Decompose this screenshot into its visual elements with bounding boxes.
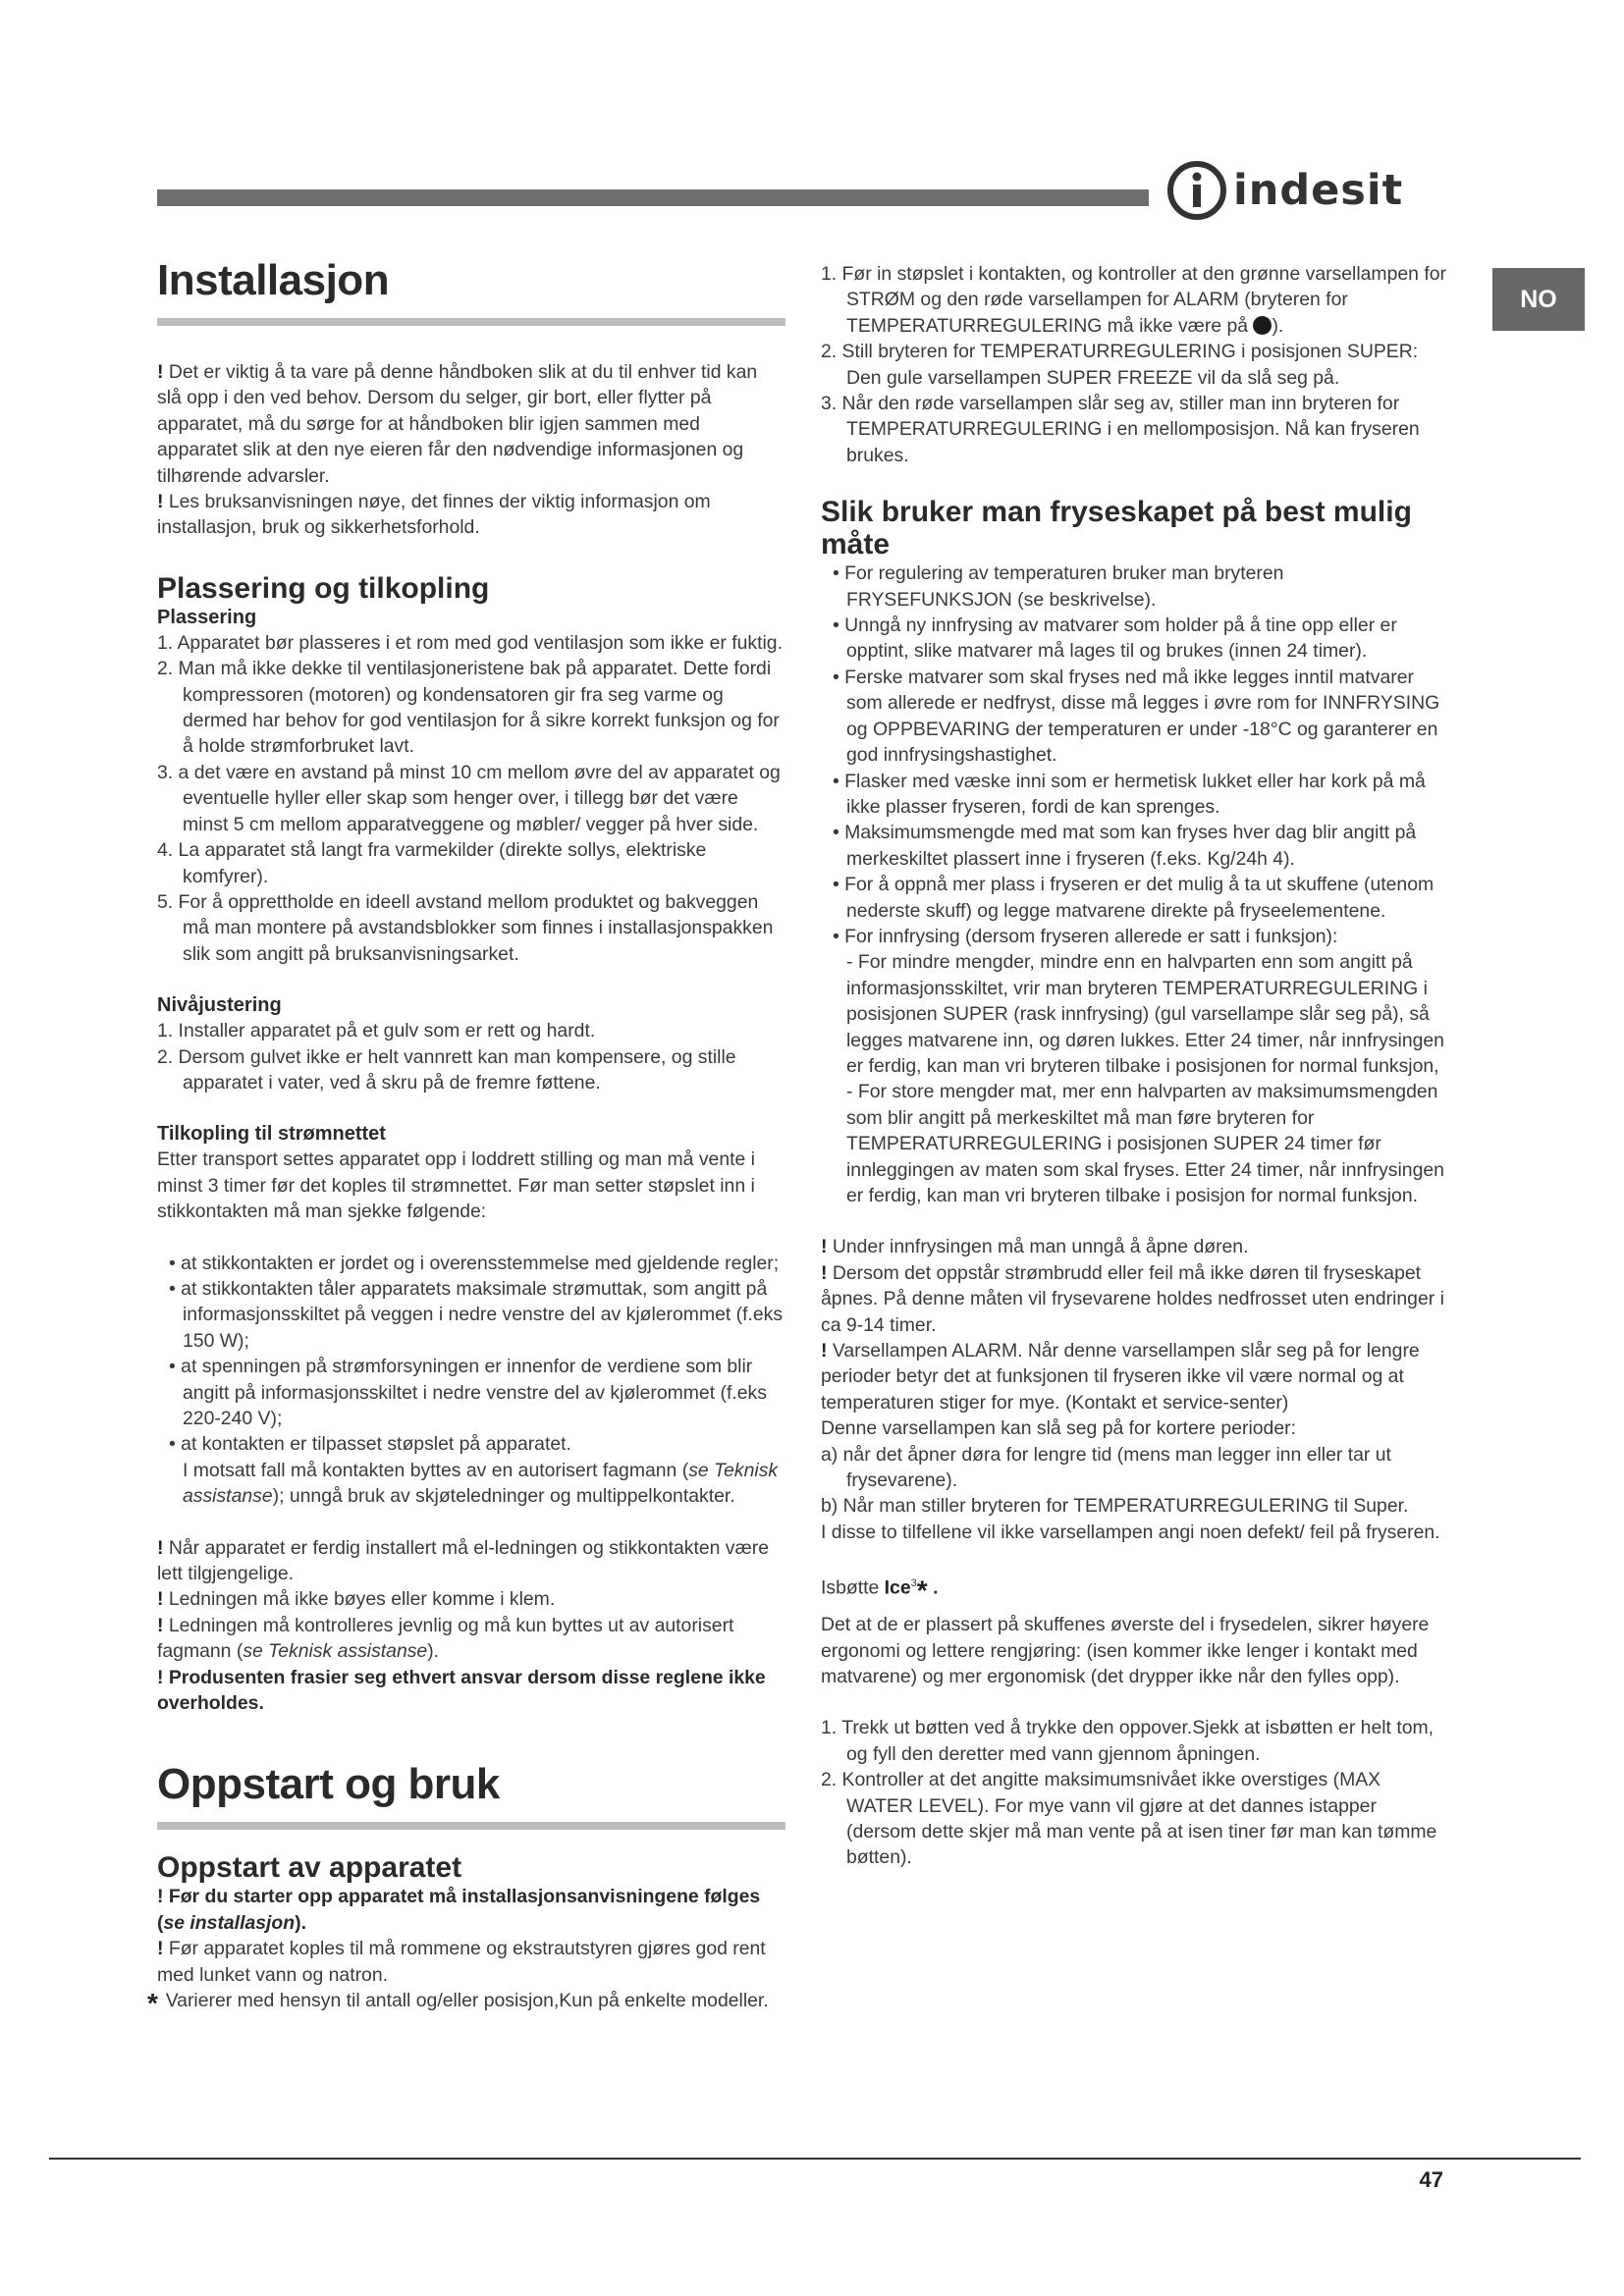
list-item: • at stikkontakten tåler apparatets maksimale strømuttak, som angitt på informasjonsskiltet på veggen i nedre venstre del av kjølerommet (f.eks 150 W);	[169, 1277, 784, 1352]
innfrysing-small: - For mindre mengder, mindre enn en halvparten enn som angitt på informasjonsskiltet, vrir man bryteren TEMPERATURREGULERING i posisjonen SUPER (rask innfrysing) (gul varsellampe slår seg på), så legges matvarene inn, og døren lukkes. Etter 24 timer, når innfrysingen er ferdig, kan man vri bryteren tilbake i posisjonen for normal funksjon,	[846, 951, 1444, 1077]
list-item: 1. Installer apparatet på et gulv som er rett og hardt.	[157, 1020, 596, 1042]
list-item: 3. a det være en avstand på minst 10 cm mellom øvre del av apparatet og eventuelle hyller eller skap som henger over, i tillegg bør det være minst 5 cm mellom apparatveggene og møbler/ vegger på hver side.	[157, 761, 781, 835]
list-item: 2. Kontroller at det angitte maksimumsnivået ikke overstiges (MAX WATER LEVEL). For mye vann vil gjøre at det dannes istapper (dersom dette skjer må man vente på at isen tiner før man kan tømme bøtten).	[821, 1769, 1437, 1869]
ice-heading: Isbøtte Ice$^3$* .	[821, 1575, 939, 1606]
list-item: • Ferske matvarer som skal fryses ned må ikke legges inntil matvarer som allerede er nedfryst, disse må legges i øvre rom for INNFRYSING og OPPBEVARING der temperaturen er under -18°C og garanterer en god innfrysingshastighet.	[833, 666, 1440, 767]
oppstart-warning: ! Før du starter opp apparatet må installasjonsanvisningene følges (se installasjon).	[157, 1886, 761, 1934]
heading-oppstart-apparatet: Oppstart av apparatet	[157, 1851, 462, 1885]
list-item: • at spenningen på strømforsyningen er innenfor de verdiene som blir angitt på informasjonsskiltet i nedre venstre del av kjølerommet (f.eks 220-240 V);	[169, 1356, 767, 1429]
footnote: * Varierer med hensyn til antall og/eller posisjon,Kun på enkelte modeller.	[147, 1988, 769, 2019]
list-item: • Flasker med væske inni som er hermetisk lukket eller har kork på må ikke plasser fryseren, fordi de kan sprenges.	[833, 770, 1426, 818]
list-item: • Unngå ny innfrysing av matvarer som holder på å tine opp eller er opptint, slike matvarer må lages til og brukes (innen 24 timer).	[833, 614, 1397, 663]
list-item: b) Når man stiller bryteren for TEMPERATURREGULERING til Super.	[821, 1495, 1409, 1518]
subheading-tilkopling: Tilkopling til strømnettet	[157, 1123, 386, 1146]
list-item: 2. Dersom gulvet ikke er helt vannrett kan man kompensere, og stille apparatet i vater, ved å skru på de fremre føttene.	[157, 1045, 736, 1094]
list-item: a) når det åpner døra for lengre tid (mens man legger inn eller tar ut frysevarene).	[821, 1443, 1391, 1492]
oppstart-paragraph: ! Før apparatet koples til må rommene og ekstrautstyren gjøres god rent med lunket vann og natron.	[157, 1938, 766, 1986]
install-paragraph-2: ! Les bruksanvisningen nøye, det finnes der viktig informasjon om installasjon, bruk og sikkerhetsforhold.	[157, 491, 711, 539]
list-item: 4. La apparatet stå langt fra varmekilder (direkte sollys, elektriske komfyrer).	[157, 839, 707, 887]
periods-end: I disse to tilfellene vil ikke varsellampen angi noen defekt/ feil på fryseren.	[821, 1521, 1440, 1543]
list-item: 1. Apparatet bør plasseres i et rom med god ventilasjon som ikke er fuktig.	[157, 631, 783, 654]
list-item: 2. Still bryteren for TEMPERATURREGULERING i posisjonen SUPER: Den gule varsellampen SUPER FREEZE vil da slå seg på.	[821, 341, 1419, 389]
brand-name: indesit	[1233, 166, 1404, 215]
list-item: 1. Før in støpslet i kontakten, og kontroller at den grønne varsellampen for STRØM og den røde varsellampen for ALARM (bryteren for TEMPERATURREGULERING må ikke være på ).	[821, 263, 1446, 337]
list-item: 2. Man må ikke dekke til ventilasjoneristene bak på apparatet. Dette fordi kompressoren (motoren) og kondensatoren gir fra seg varme og dermed har behov for god ventilasjon for å sikre korrekt funksjon og for å holde strømforbruket lavt.	[157, 658, 780, 758]
language-tab: NO	[1492, 268, 1585, 331]
right-column	[821, 261, 1449, 1871]
install-paragraph-1: ! Det er viktig å ta vare på denne håndboken slik at du til enhver tid kan slå opp i den ved behov. Dersom du selger, gir bort, eller flytter på apparatet, må du sørge for at håndboken blir igjen sammen med apparatet slik at den nye eieren får den nødvendige informasjonen og tilhørende advarsler.	[157, 361, 758, 487]
periods-intro: Denne varsellampen kan slå seg på for kortere perioder:	[821, 1417, 1296, 1440]
list-item: • at stikkontakten er jordet og i overensstemmelse med gjeldende regler;	[169, 1252, 780, 1274]
warning-2: ! Ledningen må ikke bøyes eller komme i klem.	[157, 1588, 556, 1611]
list-item: • For innfrysing (dersom fryseren allerede er satt i funksjon):	[833, 925, 1338, 947]
warning-2: ! Dersom det oppstår strømbrudd eller feil må ikke døren til fryseskapet åpnes. På denne måten vil frysevarene holdes nedfrosset uten endringer i ca 9-14 timer.	[821, 1261, 1444, 1336]
heading-best-use: Slik bruker man fryseskapet på best mulig måte	[821, 496, 1412, 561]
list-item: • For regulering av temperaturen bruker man bryteren FRYSEFUNKSJON (se beskrivelse).	[833, 562, 1284, 611]
tilkopling-else-note: I motsatt fall må kontakten byttes av en autorisert fagmann (se Teknisk assistanse); unngå bruk av skjøteledninger og multippelkontakter.	[183, 1459, 779, 1508]
warning-3: ! Varsellampen ALARM. Når denne varsellampen slår seg på for lengre perioder betyr det at funksjonen til fryseren ikke vil være normal og at temperaturen stiger for mye. (Kontakt et service-senter)	[821, 1340, 1420, 1414]
page-number: 47	[1419, 2167, 1443, 2192]
innfrysing-large: - For store mengder mat, mer enn halvparten av maksimumsmengden som blir angitt på merkeskiltet må man føre bryteren for TEMPERATURREGULERING i posisjonen SUPER 24 timer før innleggingen av maten som skal fryses. Etter 24 timer, når innfrysingen er ferdig, kan man vri bryteren tilbake i posisjon for normal funksjon.	[846, 1081, 1444, 1206]
section-title-installasjon: Installasjon	[157, 255, 785, 326]
list-item: • at kontakten er tilpasset støpslet på apparatet.	[169, 1433, 571, 1456]
list-item: • Maksimumsmengde med mat som kan fryses hver dag blir angitt på merkeskiltet plassert inne i fryseren (f.eks. Kg/24h 4).	[833, 822, 1417, 870]
warning-1: ! Når apparatet er ferdig installert må el-ledningen og stikkontakten være lett tilgjengelige.	[157, 1536, 769, 1585]
brand-logo	[1166, 155, 1403, 226]
dot-indicator-icon	[1253, 316, 1272, 335]
left-column	[147, 255, 785, 2019]
subheading-nivajustering: Nivåjustering	[157, 994, 282, 1017]
header-bar	[157, 189, 1149, 206]
list-item: • For å oppnå mer plass i fryseren er det mulig å ta ut skuffene (utenom nederste skuff) og legge matvarene direkte på fryseelementene.	[833, 874, 1435, 922]
warning-1: ! Under innfrysingen må man unngå å åpne døren.	[821, 1236, 1249, 1258]
section-title-oppstart: Oppstart og bruk	[157, 1759, 785, 1830]
footer-rule	[49, 2158, 1581, 2160]
list-item: 5. For å opprettholde en ideell avstand mellom produktet og bakveggen må man montere på avstandsblokker som finnes i installasjonspakken slik som angitt på bruksanvisningsarket.	[157, 890, 774, 965]
list-item: 3. Når den røde varsellampen slår seg av, stiller man inn bryteren for TEMPERATURREGULERING i en mellomposisjon. Nå kan fryseren brukes.	[821, 393, 1420, 466]
warning-3: ! Ledningen må kontrolleres jevnlig og må kun byttes ut av autorisert fagmann (se Teknisk assistanse).	[157, 1614, 734, 1663]
tilkopling-paragraph: Etter transport settes apparatet opp i loddrett stilling og man må vente i minst 3 timer før det koples til strømnettet. Før man setter støpslet inn i stikkontakten må man sjekke følgende:	[157, 1148, 755, 1223]
heading-plassering-tilkopling: Plassering og tilkopling	[157, 571, 490, 605]
warning-4: ! Produsenten frasier seg ethvert ansvar dersom disse reglene ikke overholdes.	[157, 1666, 766, 1715]
i-in-circle-icon	[1166, 158, 1227, 223]
list-item: 1. Trekk ut bøtten ved å trykke den oppover.Sjekk at isbøtten er helt tom, og fyll den deretter med vann gjennom åpningen.	[821, 1717, 1435, 1765]
ice-paragraph: Det at de er plassert på skuffenes øverste del i frysedelen, sikrer høyere ergonomi og lettere rengjøring: (isen kommer ikke lenger i kontakt med matvarene) og mer ergonomisk (det drypper ikke når den fylles opp).	[821, 1614, 1430, 1687]
subheading-plassering: Plassering	[157, 606, 257, 628]
